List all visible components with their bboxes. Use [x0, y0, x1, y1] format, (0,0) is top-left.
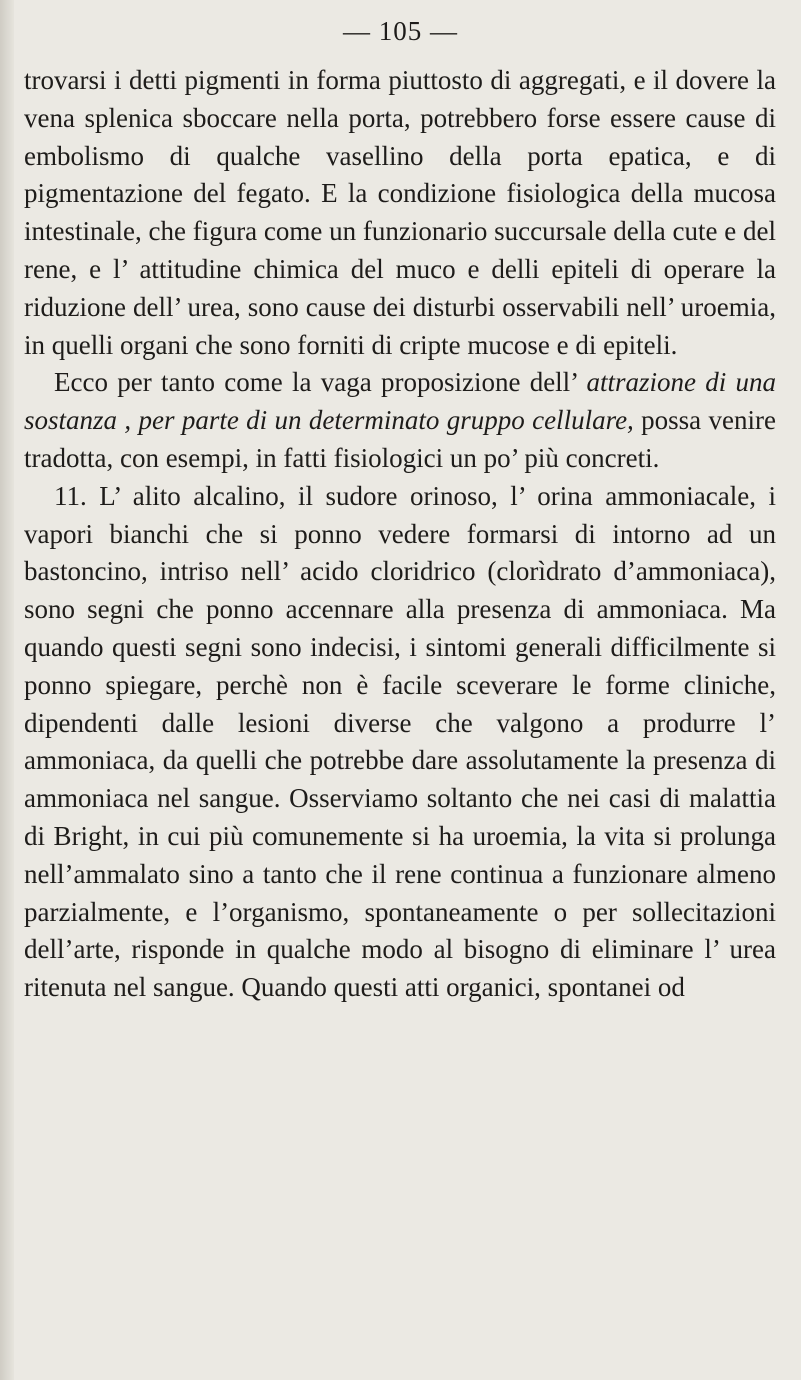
page-number: — 105 —: [343, 16, 458, 46]
page-binding-edge: [0, 0, 14, 1380]
paragraph-3-text: L’ alito alcalino, il sudore orinoso, l’ orina ammoniacale, i vapori bianchi che si ponno vedere formarsi di intorno ad un bastoncino, intriso nell’ acido cloridrico (clorìdrato d’ammoniaca), sono segni che ponno accennare alla presenza di ammoniaca. Ma quando questi segni sono indecisi, i sintomi generali difficilmente si ponno spiegare, perchè non è facile sceverare le forme cliniche, dipendenti dalle lesioni diverse che valgono a produrre l’ ammoniaca, da quelli che potrebbe dare assolutamente la presenza di ammoniaca nel sangue. Osserviamo soltanto che nei casi di malattia di Bright, in cui più comunemente si ha uroemia, la vita si prolunga nell’ammalato sino a tanto che il rene continua a funzionare almeno parzialmente, e l’organismo, spontaneamente o per sollecitazioni dell’arte, risponde in qualche modo al bisogno di eliminare l’ urea ritenuta nel sangue. Quando questi atti organici, spontanei od: [24, 480, 776, 1003]
paragraph-1: trovarsi i detti pigmenti in forma piuttosto di aggregati, e il dovere la vena splenica sboccare nella porta, potrebbero forse essere cause di embolismo di qualche vasellino della porta epatica, e di pigmentazione del fegato. E la condizione fisiologica della mucosa intestinale, che figura come un funzionario succursale della cute e del rene, e l’ attitudine chimica del muco e delli epiteli di operare la riduzione dell’ urea, sono cause dei disturbi osservabili nell’ uroemia, in quelli organi che sono forniti di cripte mucose e di epiteli.: [24, 65, 776, 360]
paragraph-2-text-end: possa venire tradotta, con esempi, in fatti fisiologici un po’ più concreti.: [24, 405, 776, 473]
page-body: [24, 62, 776, 1007]
paragraph-2-italic-phrase: attrazione di una sostanza , per parte di un determinato gruppo cellulare,: [24, 367, 776, 436]
paragraph-2: [24, 364, 776, 477]
paragraph-3: [24, 478, 776, 1007]
section-number: 11.: [54, 480, 87, 511]
paragraph-2-text-start: Ecco per tanto come la vaga proposizione dell’: [54, 367, 587, 398]
